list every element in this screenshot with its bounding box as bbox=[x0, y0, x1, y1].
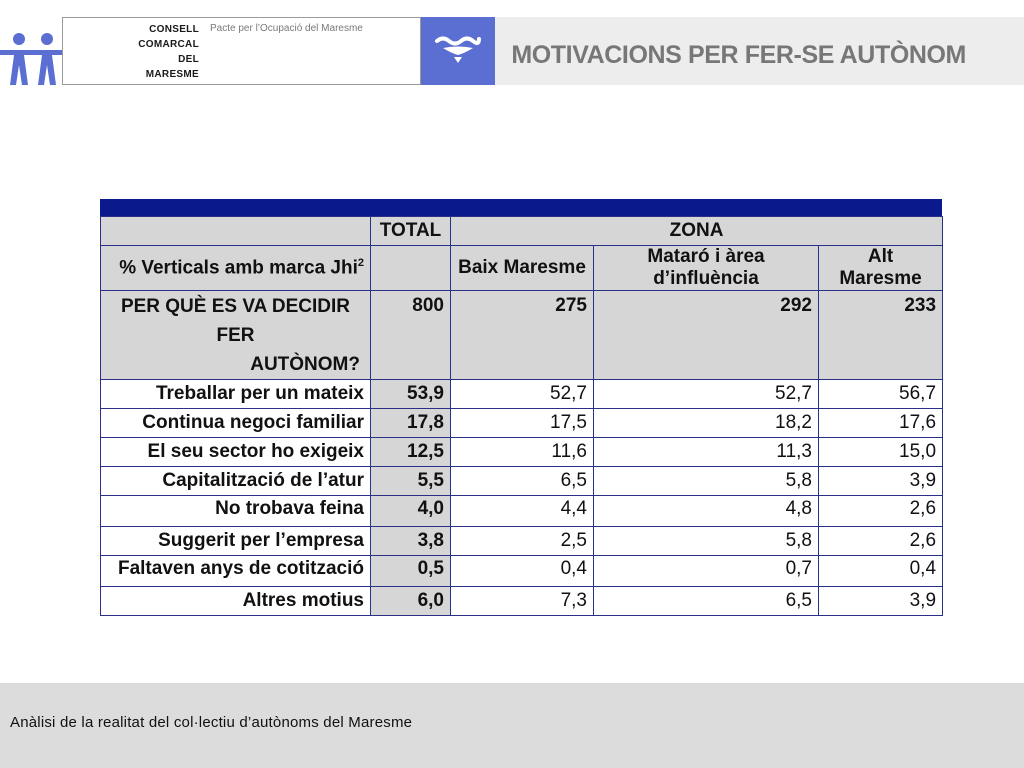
data-table bbox=[100, 216, 943, 616]
row-mataro: 11,3 bbox=[594, 438, 819, 467]
motivations-table bbox=[100, 199, 942, 616]
row-mataro: 0,7 bbox=[594, 556, 819, 587]
question-line-1: PER QUÈ ES VA DECIDIR FER bbox=[120, 296, 351, 346]
row-baix: 7,3 bbox=[451, 587, 594, 616]
total-header: TOTAL bbox=[371, 217, 451, 246]
row-alt: 2,6 bbox=[819, 496, 943, 527]
row-label: No trobava feina bbox=[101, 496, 371, 527]
row-alt: 15,0 bbox=[819, 438, 943, 467]
row-baix: 6,5 bbox=[451, 467, 594, 496]
slide-footer bbox=[0, 683, 1024, 768]
row-label: Faltaven anys de cotització bbox=[101, 556, 371, 587]
row-total: 0,5 bbox=[371, 556, 451, 587]
row-label: El seu sector ho exigeix bbox=[101, 438, 371, 467]
header-empty-cell bbox=[101, 217, 371, 246]
row-alt: 2,6 bbox=[819, 527, 943, 556]
org-name-box bbox=[62, 17, 208, 85]
zone-header-alt: Alt Maresme bbox=[819, 246, 943, 291]
row-total: 17,8 bbox=[371, 409, 451, 438]
row-baix: 0,4 bbox=[451, 556, 594, 587]
base-total: 800 bbox=[371, 291, 451, 380]
table-row bbox=[101, 496, 943, 527]
table-row bbox=[101, 409, 943, 438]
wave-logo-icon bbox=[421, 17, 495, 85]
row-total: 12,5 bbox=[371, 438, 451, 467]
row-alt: 17,6 bbox=[819, 409, 943, 438]
row-baix: 11,6 bbox=[451, 438, 594, 467]
row-total: 5,5 bbox=[371, 467, 451, 496]
zona-header: ZONA bbox=[451, 217, 943, 246]
question-cell bbox=[101, 291, 371, 380]
base-alt: 233 bbox=[819, 291, 943, 380]
row-label: Continua negoci familiar bbox=[101, 409, 371, 438]
row-total: 4,0 bbox=[371, 496, 451, 527]
row-mataro: 5,8 bbox=[594, 467, 819, 496]
table-top-bar bbox=[100, 199, 942, 216]
org-name-line-1: CONSELL bbox=[149, 24, 199, 35]
row-baix: 52,7 bbox=[451, 380, 594, 409]
header-row-1 bbox=[101, 217, 943, 246]
table-row bbox=[101, 467, 943, 496]
slide-header bbox=[0, 17, 1024, 85]
row-alt: 0,4 bbox=[819, 556, 943, 587]
row-label: Suggerit per l’empresa bbox=[101, 527, 371, 556]
row-total: 3,8 bbox=[371, 527, 451, 556]
row-baix: 17,5 bbox=[451, 409, 594, 438]
footer-caption: Anàlisi de la realitat del col·lectiu d’autònoms del Maresme bbox=[10, 714, 413, 731]
header-row-2 bbox=[101, 246, 943, 291]
row-mataro: 6,5 bbox=[594, 587, 819, 616]
table-row bbox=[101, 527, 943, 556]
pacte-label: Pacte per l’Ocupació del Maresme bbox=[210, 23, 363, 34]
base-mataro: 292 bbox=[594, 291, 819, 380]
title-band bbox=[495, 17, 1024, 85]
question-row bbox=[101, 291, 943, 380]
subheader-label-cell bbox=[101, 246, 371, 291]
subheader-sup: 2 bbox=[357, 256, 364, 269]
row-mataro: 52,7 bbox=[594, 380, 819, 409]
row-baix: 4,4 bbox=[451, 496, 594, 527]
table-row bbox=[101, 556, 943, 587]
org-name-line-3: DEL bbox=[178, 54, 199, 65]
row-mataro: 4,8 bbox=[594, 496, 819, 527]
row-baix: 2,5 bbox=[451, 527, 594, 556]
page-title: MOTIVACIONS PER FER-SE AUTÒNOM bbox=[511, 41, 966, 69]
org-name-line-2: COMARCAL bbox=[138, 39, 199, 50]
header-empty-total bbox=[371, 246, 451, 291]
row-total: 53,9 bbox=[371, 380, 451, 409]
table-row bbox=[101, 438, 943, 467]
row-alt: 56,7 bbox=[819, 380, 943, 409]
row-label: Altres motius bbox=[101, 587, 371, 616]
base-baix: 275 bbox=[451, 291, 594, 380]
zone-header-baix: Baix Maresme bbox=[451, 246, 594, 291]
subheader-label: % Verticals amb marca Jhi bbox=[119, 257, 358, 279]
pacte-box bbox=[206, 17, 421, 85]
wave-logo-box bbox=[421, 17, 495, 85]
row-label: Treballar per un mateix bbox=[101, 380, 371, 409]
question-line-2: AUTÒNOM? bbox=[250, 354, 360, 375]
table-row bbox=[101, 587, 943, 616]
row-mataro: 5,8 bbox=[594, 527, 819, 556]
row-label: Capitalització de l’atur bbox=[101, 467, 371, 496]
row-alt: 3,9 bbox=[819, 467, 943, 496]
row-mataro: 18,2 bbox=[594, 409, 819, 438]
table-row bbox=[101, 380, 943, 409]
zone-header-mataro: Mataró i àrea d’influència bbox=[594, 246, 819, 291]
row-alt: 3,9 bbox=[819, 587, 943, 616]
org-name-line-4: MARESME bbox=[145, 69, 199, 80]
row-total: 6,0 bbox=[371, 587, 451, 616]
